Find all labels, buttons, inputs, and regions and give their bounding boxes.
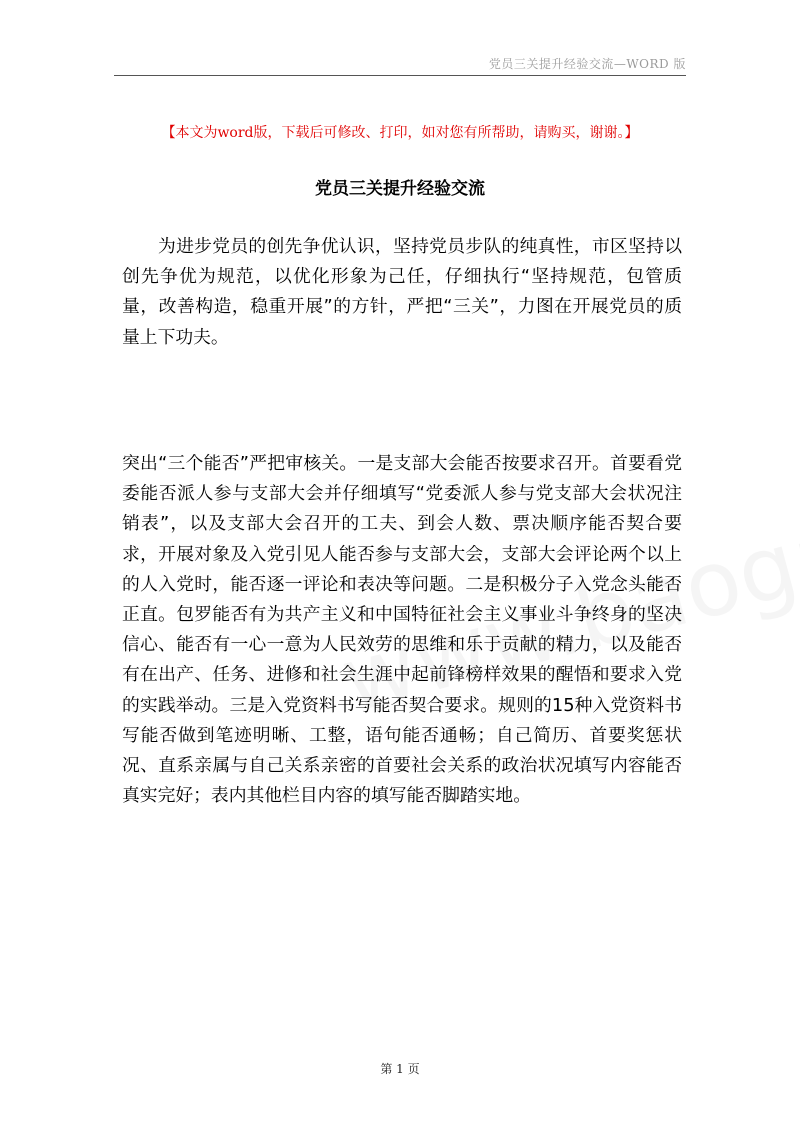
page-number: 第 1 页 (380, 1062, 420, 1076)
download-notice: 【本文为word版，下载后可修改、打印，如对您有所帮助，请购买，谢谢。】 (161, 125, 639, 141)
header-divider (114, 75, 686, 76)
running-header: 党员三关提升经验交流—WORD 版 (488, 57, 686, 71)
document-title: 党员三关提升经验交流 (315, 179, 485, 199)
paragraph-review: 突出“三个能否”严把审核关。一是支部大会能否按要求召开。首要看党委能否派人参与支部大会并仔细填写“党委派人参与党支部大会状况注销表”，以及支部大会召开的工夫、到会人数、票决顺序能否契合要求，开展对象及入党引见人能否参与支部大会，支部大会评论两个以上的人入党时，能否逐一评论和表决等问题。二是积极分子入党念头能否正直。包罗能否有为共产主义和中国特征社会主义事业斗争终身的坚决信心、能否有一心一意为人民效劳的思维和乐于贡献的精力，以及能否有在出产、任务、进修和社会生涯中起前锋榜样效果的醒悟和要求入党的实践举动。三是入党资料书写能否契合要求。规则的15种入党资料书写能否做到笔迹明晰、工整，语句能否通畅；自己简历、首要奖惩状况、直系亲属与自己关系亲密的首要社会关系的政治状况填写内容能否真实完好；表内其他栏目内容的填写能否脚踏实地。 (122, 453, 682, 807)
paragraph-intro: 为进步党员的创先争优认识，坚持党员步队的纯真性，市区坚持以创先争优为规范，以优化形象为己任，仔细执行“坚持规范，包管质量，改善构造，稳重开展”的方针，严把“三关”，力图在开展党员的质量上下功夫。 (122, 236, 682, 348)
